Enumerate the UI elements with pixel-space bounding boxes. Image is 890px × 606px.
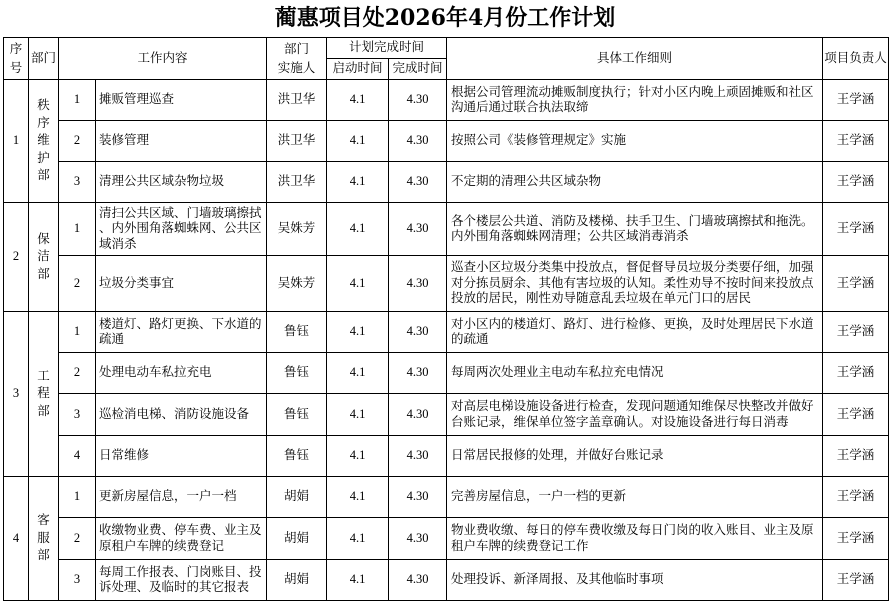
cell-dept <box>29 312 59 477</box>
cell-finish: 4.30 <box>389 394 447 436</box>
cell-group-seq: 2 <box>4 203 29 312</box>
cell-implementer: 吴姝芳 <box>267 203 327 256</box>
cell-detail: 按照公司《装修管理规定》实施 <box>447 121 823 162</box>
cell-lead: 王学涵 <box>823 162 889 203</box>
cell-implementer: 洪卫华 <box>267 162 327 203</box>
cell-content: 处理电动车私拉充电 <box>96 353 267 394</box>
cell-item-no: 2 <box>59 353 96 394</box>
cell-implementer: 鲁钰 <box>267 312 327 353</box>
header-detail: 具体工作细则 <box>447 38 823 80</box>
cell-lead: 王学涵 <box>823 256 889 312</box>
cell-dept <box>29 477 59 601</box>
dept-label: 秩序维护部 <box>37 98 50 183</box>
cell-item-no: 1 <box>59 203 96 256</box>
cell-item-no: 4 <box>59 436 96 477</box>
header-lead: 项目负责人 <box>823 38 889 80</box>
cell-implementer: 鲁钰 <box>267 436 327 477</box>
dept-label: 工程部 <box>37 368 50 418</box>
table-row <box>4 162 889 203</box>
cell-item-no: 1 <box>59 80 96 121</box>
cell-start: 4.1 <box>327 121 389 162</box>
table-row <box>4 436 889 477</box>
cell-content: 楼道灯、路灯更换、下水道的疏通 <box>96 312 267 353</box>
cell-start: 4.1 <box>327 203 389 256</box>
cell-lead: 王学涵 <box>823 121 889 162</box>
cell-start: 4.1 <box>327 162 389 203</box>
cell-dept <box>29 80 59 203</box>
cell-lead: 王学涵 <box>823 312 889 353</box>
cell-item-no: 3 <box>59 560 96 601</box>
header-implementer-line-1: 部门 <box>284 41 310 56</box>
header-implementer <box>267 38 327 80</box>
cell-lead: 王学涵 <box>823 394 889 436</box>
cell-detail: 对高层电梯设施设备进行检查，发现问题通知维保尽快整改并做好台账记录，维保单位签字盖章确认。对设施设备进行每日消毒 <box>447 394 823 436</box>
table-row <box>4 560 889 601</box>
cell-lead: 王学涵 <box>823 518 889 560</box>
cell-item-no: 1 <box>59 477 96 518</box>
cell-start: 4.1 <box>327 394 389 436</box>
cell-detail: 物业费收缴、每日的停车费收缴及每日门岗的收入账目、业主及原租户车牌的续费登记工作 <box>447 518 823 560</box>
cell-content: 更新房屋信息，一户一档 <box>96 477 267 518</box>
cell-detail: 日常居民报修的处理，并做好台账记录 <box>447 436 823 477</box>
table-row <box>4 394 889 436</box>
cell-group-seq: 3 <box>4 312 29 477</box>
cell-detail: 对小区内的楼道灯、路灯、进行检修、更换，及时处理居民下水道的疏通 <box>447 312 823 353</box>
cell-finish: 4.30 <box>389 162 447 203</box>
cell-finish: 4.30 <box>389 312 447 353</box>
table-row <box>4 353 889 394</box>
cell-finish: 4.30 <box>389 353 447 394</box>
cell-implementer: 洪卫华 <box>267 121 327 162</box>
cell-finish: 4.30 <box>389 518 447 560</box>
cell-finish: 4.30 <box>389 203 447 256</box>
cell-implementer: 鲁钰 <box>267 394 327 436</box>
cell-detail: 处理投诉、新泽周报、及其他临时事项 <box>447 560 823 601</box>
cell-finish: 4.30 <box>389 121 447 162</box>
cell-content: 清理公共区域杂物垃圾 <box>96 162 267 203</box>
header-content: 工作内容 <box>59 38 267 80</box>
cell-lead: 王学涵 <box>823 353 889 394</box>
cell-detail: 各个楼层公共道、消防及楼梯、扶手卫生、门墙玻璃擦拭和拖洗。内外围角落蜘蛛网清理；公共区域消毒消杀 <box>447 203 823 256</box>
cell-item-no: 2 <box>59 256 96 312</box>
cell-content: 收缴物业费、停车费、业主及原租户车牌的续费登记 <box>96 518 267 560</box>
cell-implementer: 胡娟 <box>267 477 327 518</box>
cell-detail: 不定期的清理公共区域杂物 <box>447 162 823 203</box>
cell-lead: 王学涵 <box>823 203 889 256</box>
cell-start: 4.1 <box>327 436 389 477</box>
cell-content: 摊贩管理巡查 <box>96 80 267 121</box>
cell-start: 4.1 <box>327 312 389 353</box>
cell-detail: 完善房屋信息，一户一档的更新 <box>447 477 823 518</box>
cell-detail: 巡查小区垃圾分类集中投放点，督促督导员垃圾分类要仔细，加强对分拣员厨余、其他有害垃圾的认知。柔性劝导不按时间来投放点投放的居民，刚性劝导随意乱丢垃圾在单元门口的居民 <box>447 256 823 312</box>
header-start: 启动时间 <box>327 59 389 80</box>
cell-implementer: 洪卫华 <box>267 80 327 121</box>
header-dept: 部门 <box>29 38 59 80</box>
dept-label: 客服部 <box>37 513 50 563</box>
cell-implementer: 胡娟 <box>267 518 327 560</box>
cell-item-no: 3 <box>59 162 96 203</box>
cell-implementer: 吴姝芳 <box>267 256 327 312</box>
cell-finish: 4.30 <box>389 477 447 518</box>
work-plan-table <box>3 37 889 601</box>
cell-finish: 4.30 <box>389 436 447 477</box>
table-row <box>4 203 889 256</box>
cell-content: 装修管理 <box>96 121 267 162</box>
cell-group-seq: 1 <box>4 80 29 203</box>
table-row <box>4 80 889 121</box>
cell-dept <box>29 203 59 312</box>
table-row <box>4 121 889 162</box>
cell-finish: 4.30 <box>389 256 447 312</box>
header-implementer-line-2: 实施人 <box>277 60 316 75</box>
header-finish: 完成时间 <box>389 59 447 80</box>
cell-lead: 王学涵 <box>823 436 889 477</box>
table-row <box>4 477 889 518</box>
cell-detail: 每周两次处理业主电动车私拉充电情况 <box>447 353 823 394</box>
cell-item-no: 2 <box>59 121 96 162</box>
header-plan-time: 计划完成时间 <box>327 38 447 59</box>
dept-label: 保洁部 <box>37 231 50 281</box>
cell-item-no: 1 <box>59 312 96 353</box>
cell-lead: 王学涵 <box>823 477 889 518</box>
cell-detail: 根据公司管理流动摊贩制度执行；针对小区内晚上顽固摊贩和社区沟通后通过联合执法取缔 <box>447 80 823 121</box>
cell-content: 垃圾分类事宜 <box>96 256 267 312</box>
cell-group-seq: 4 <box>4 477 29 601</box>
header-seq <box>4 38 29 80</box>
cell-finish: 4.30 <box>389 560 447 601</box>
cell-start: 4.1 <box>327 256 389 312</box>
cell-start: 4.1 <box>327 518 389 560</box>
cell-finish: 4.30 <box>389 80 447 121</box>
cell-start: 4.1 <box>327 560 389 601</box>
cell-content: 清扫公共区域、门墙玻璃擦拭、内外围角落蜘蛛网、公共区域消杀 <box>96 203 267 256</box>
cell-start: 4.1 <box>327 477 389 518</box>
table-row <box>4 312 889 353</box>
cell-content: 巡检消电梯、消防设施设备 <box>96 394 267 436</box>
cell-item-no: 2 <box>59 518 96 560</box>
cell-content: 每周工作报表、门岗账目、投诉处理、及临时的其它报表 <box>96 560 267 601</box>
cell-lead: 王学涵 <box>823 80 889 121</box>
cell-content: 日常维修 <box>96 436 267 477</box>
table-row <box>4 256 889 312</box>
page-title: 蔺惠项目处2026年4月份工作计划 <box>274 5 616 31</box>
header-seq-label: 序号 <box>9 41 23 75</box>
cell-implementer: 胡娟 <box>267 560 327 601</box>
cell-start: 4.1 <box>327 80 389 121</box>
cell-start: 4.1 <box>327 353 389 394</box>
cell-lead: 王学涵 <box>823 560 889 601</box>
cell-implementer: 鲁钰 <box>267 353 327 394</box>
table-row <box>4 518 889 560</box>
header-row <box>4 38 889 59</box>
cell-item-no: 3 <box>59 394 96 436</box>
